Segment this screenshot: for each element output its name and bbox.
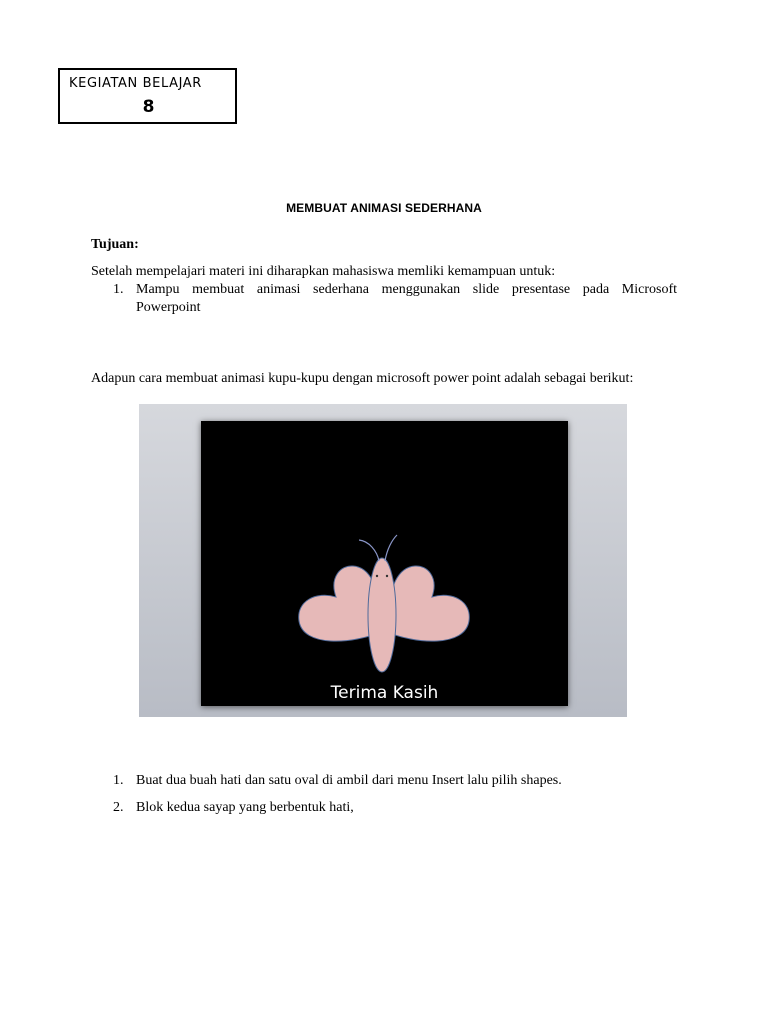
step-1-text: Buat dua buah hati dan satu oval di ambil dari menu Insert lalu pilih shapes. [136, 773, 562, 788]
method-intro: Adapun cara membuat animasi kupu-kupu dengan microsoft power point adalah sebagai berikut: [91, 371, 634, 386]
step-1-number: 1. [113, 773, 124, 788]
right-wing [384, 566, 469, 641]
right-heart-wing [384, 566, 469, 641]
tujuan-item-number: 1. [113, 282, 124, 297]
tujuan-heading: Tujuan: [91, 237, 139, 252]
tujuan-item-line2: Powerpoint [136, 300, 201, 315]
slide-caption: Terima Kasih [330, 683, 439, 703]
right-eye [386, 575, 388, 577]
tujuan-item-line1: Mampu membuat animasi sederhana menggunakan slide presentase pada Microsoft [136, 282, 677, 297]
page-title: MEMBUAT ANIMASI SEDERHANA [286, 201, 482, 215]
slide-screenshot [139, 404, 627, 717]
left-antenna [359, 540, 379, 561]
left-eye [376, 575, 378, 577]
slide-canvas [201, 421, 568, 706]
butterfly-illustration [201, 421, 568, 706]
activity-number: 8 [142, 97, 155, 117]
step-2-text: Blok kedua sayap yang berbentuk hati, [136, 800, 354, 815]
right-antenna [385, 535, 397, 561]
tujuan-intro: Setelah mempelajari materi ini diharapkan mahasiswa memliki kemampuan untuk: [91, 264, 556, 279]
activity-label: KEGIATAN BELAJAR [69, 76, 202, 91]
activity-label-box [58, 68, 237, 124]
step-2-number: 2. [113, 800, 124, 815]
butterfly-body [368, 558, 396, 672]
